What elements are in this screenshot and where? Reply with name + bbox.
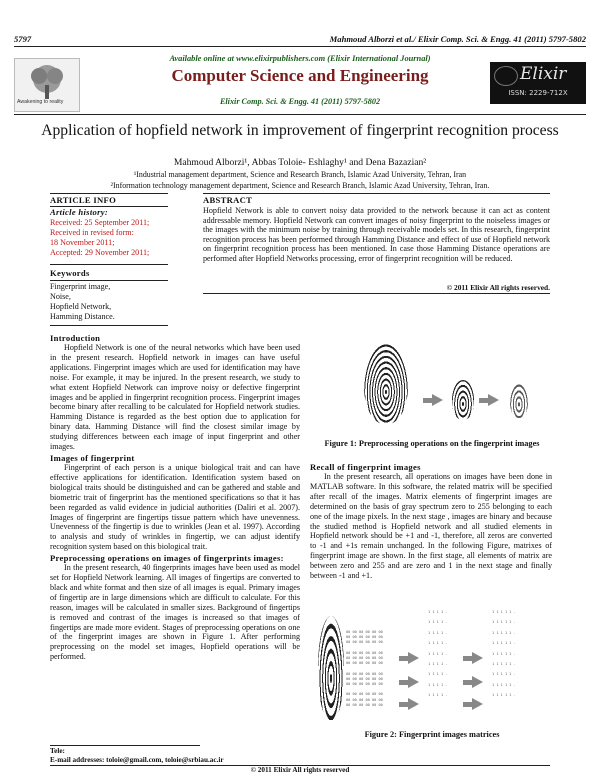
left-column <box>50 333 300 662</box>
abstract-bottom-rule <box>203 293 550 294</box>
footer-email: E-mail addresses: toloie@gmail.com, toloie@srbiau.ac.ir <box>50 756 224 764</box>
elixir-logo-issn: ISSN: 2229-712X <box>508 89 568 97</box>
gray-matrix: 00 00 00 00 00 00 00 00 00 00 00 00 00 00 00 00 00 00 00 00 00 00 00 00 00 00 00 00 00 00 00 00 00 00 00 00 00 00 00 00 00 00 00 00 00 00 00 00 00 00 00 00 00 00 00 00 00 00 00 00 00 00 00 00 00 00 00 00 00 00 00 00 <box>346 630 383 707</box>
history-dates <box>50 218 180 258</box>
history-heading: Article history: <box>50 207 109 217</box>
preproc-heading: Preprocessing operations on images of fingerprints images: <box>50 553 284 564</box>
binary-matrix: 1 1 1 1 . 1 1 1 1 . 1 1 1 1 . 1 1 1 1 . 1 1 1 1 . 1 1 1 1 . 1 1 1 1 . 1 1 1 1 . 1 1 1 1 . <box>428 610 448 698</box>
keyword-item: Hamming Distance. <box>50 311 115 321</box>
running-head: Mahmoud Alborzi et al./ Elixir Comp. Sci. & Engg. 41 (2011) 5797-5802 <box>329 34 586 44</box>
recall-paragraph: In the present research, all operations on images have been done in MATLAB software. In this software, the related matrix will be specified after recall of the images. Matrix elements of fingerprint images are determined on the basis of gray spectrum zero to 255 belonging to each one of the image pixels. In the next stage , images are binary and because the studied method is Hopfield network and all studied elements in Hopfield network should be +1 and -1, therefore, all zeros are converted to -1 and +1s remain unchanged. In the following Figure, matrixes of fingerprint image are shown. In the first stage, all elements of matrix are between zero and 255 and are zero and 1 in the next stage and finally between -1 and +1. <box>310 472 552 581</box>
received-date: Received: 25 September 2011; <box>50 218 150 227</box>
arrow-icon <box>472 676 483 688</box>
keyword-item: Hopfield Network, <box>50 301 112 311</box>
journal-citation: Elixir Comp. Sci. & Engg. 41 (2011) 5797-5802 <box>219 97 381 106</box>
abstract-copyright: © 2011 Elixir All rights reserved. <box>446 283 550 292</box>
arrow-icon <box>408 698 419 710</box>
article-authors: Mahmoud Alborzi¹, Abbas Toloie- Eshlaghy¹ and Dena Bazazian² <box>173 157 427 168</box>
info-top-rule <box>50 193 168 194</box>
keywords-list <box>50 282 170 322</box>
revised-line-1: Received in revised form: <box>50 227 134 237</box>
bipolar-matrix: 1 1 1 1 1 . 1 1 1 1 1 . 1 1 1 1 1 . 1 1 1 1 1 . 1 1 1 1 1 . 1 1 1 1 1 . 1 1 1 1 1 . 1 1 1 1 1 . 1 1 1 1 1 . <box>492 610 516 698</box>
keyword-item: Noise, <box>50 291 71 301</box>
footer-rule <box>50 745 200 746</box>
intro-heading: Introduction <box>50 333 101 343</box>
elixir-logo <box>490 62 586 104</box>
figure-1 <box>318 340 544 432</box>
logo-left-text: Awakening to reality <box>17 99 64 105</box>
abstract-heading: ABSTRACT <box>203 195 253 205</box>
images-heading: Images of fingerprint <box>50 452 135 463</box>
arrow-icon <box>472 698 483 710</box>
arrow-icon <box>472 652 483 664</box>
figure-2 <box>312 610 552 728</box>
fingerprint-reduced <box>510 384 528 418</box>
fingerprint-original <box>364 344 408 424</box>
figure-2-caption: Figure 2: Fingerprint images matrices <box>364 730 500 739</box>
right-column <box>310 462 552 581</box>
elixir-logo-name: Elixir <box>520 64 567 84</box>
online-line: Available online at www.elixirpublishers.com (Elixir International Journal) <box>169 54 431 63</box>
footer-tele: Tele: <box>50 747 65 755</box>
header-rule <box>14 46 586 47</box>
abstract-text: Hopfield Network is able to convert noisy data provided to the network because it can act as content addressable memory. Hopfield Network can convert images of noisy fingerprint to the noiseless images or the images with the minimum noise by training through receivable models set. In this research, fingerprint recognition process has been performed through Hamming Distance and effect of use of Hopfield network on fingerprint recognition process has been mentioned. In case those Hamming Distance operations are performed after Hopfield Networks processing, error of fingerprint recognition will be reduced. <box>203 206 550 263</box>
arrow-icon <box>408 652 419 664</box>
page-number: 5797 <box>14 34 32 44</box>
affiliation-1: ¹Industrial management department, Science and Research Branch, Islamic Azad University, Tehran, Iran <box>133 170 467 179</box>
keywords-mid-rule <box>50 280 168 281</box>
fingerprint-binary <box>452 380 474 420</box>
figure-1-caption: Figure 1: Preprocessing operations on the fingerprint images <box>324 439 540 448</box>
footer-copyright: © 2011 Elixir All rights reserved <box>250 766 350 774</box>
intro-paragraph: Hopfield Network is one of the neural networks which have been used in the present research. Hopfield network in images can have useful applications. Fingerprint images which are used for identification may have noise. For example, it may be injured. In the present research, we study to what extent Hopfield Network can improve noisy or defective fingerprint images and be applied in fingerprint recognition process. Fingerprint images become binary after recalling to be calculated for Hopfield network studies. Hamming Distance is regarded as the best option due to application for binary data. Hamming Distance will find the closest similar image by studying differences between each image of input fingerprint and other images. <box>50 343 300 452</box>
preproc-paragraph: In the present research, 40 fingerprints images have been used as model set for Hopfield Network learning. All images of fingertips are converted to black and white format and then size of all images is equal. Primary images of fingertip are in large dimensions which are difficult to calculate. For this reason, images will be calculated in smaller sizes. Background of fingertips is removed and contrast of the images is increased so that images of fingertips are made more evident. Stages of preprocessing operations on one of the fingerprint images are shown in Figure 1. After performing preprocessing on the model set images, Hopfield operations will be performed. <box>50 563 300 662</box>
arrow-icon <box>488 394 499 406</box>
arrow-icon <box>432 394 443 406</box>
keywords-bottom-rule <box>50 325 168 326</box>
article-title: Application of hopfield network in improvement of fingerprint recognition process <box>41 122 559 139</box>
images-paragraph: Fingerprint of each person is a unique biological trait and can have effective applications for identification. Identification system based on biological traits should be distinguished and can be gathered and stable and biometric trait of fingerprint has the mentioned specifications so that it has been regarded as valid evidence in judicial authorities (Daliri et al. 2007). Images of fingerprint are fingertips tissue pattern which have unevenness. Unevenness of the fingertip is due to wrinkles (Jean et al. 1997). According to analysis and study of wrinkles in fingertip, we can adjust identify recognition system based on this biological trait. <box>50 462 300 552</box>
abstract-top-rule <box>203 193 550 194</box>
keyword-item: Fingerprint image, <box>50 282 111 291</box>
accepted-date: Accepted: 29 November 2011; <box>50 247 150 257</box>
recall-heading: Recall of fingerprint images <box>310 462 421 472</box>
article-info-heading: ARTICLE INFO <box>50 195 117 205</box>
keywords-top-rule <box>50 264 168 265</box>
journal-name: Computer Science and Engineering <box>171 66 429 85</box>
running-header <box>14 34 586 44</box>
globe-icon <box>494 66 518 86</box>
arrow-icon <box>408 676 419 688</box>
header-bottom-rule <box>14 114 586 115</box>
keywords-heading: Keywords <box>50 268 90 278</box>
fingerprint-sample <box>318 616 344 720</box>
revised-line-2: 18 November 2011; <box>50 237 115 247</box>
affiliation-2: ²Information technology management department, Science and Research Branch, Islamic Azad University, Tehran, Iran. <box>110 181 490 190</box>
